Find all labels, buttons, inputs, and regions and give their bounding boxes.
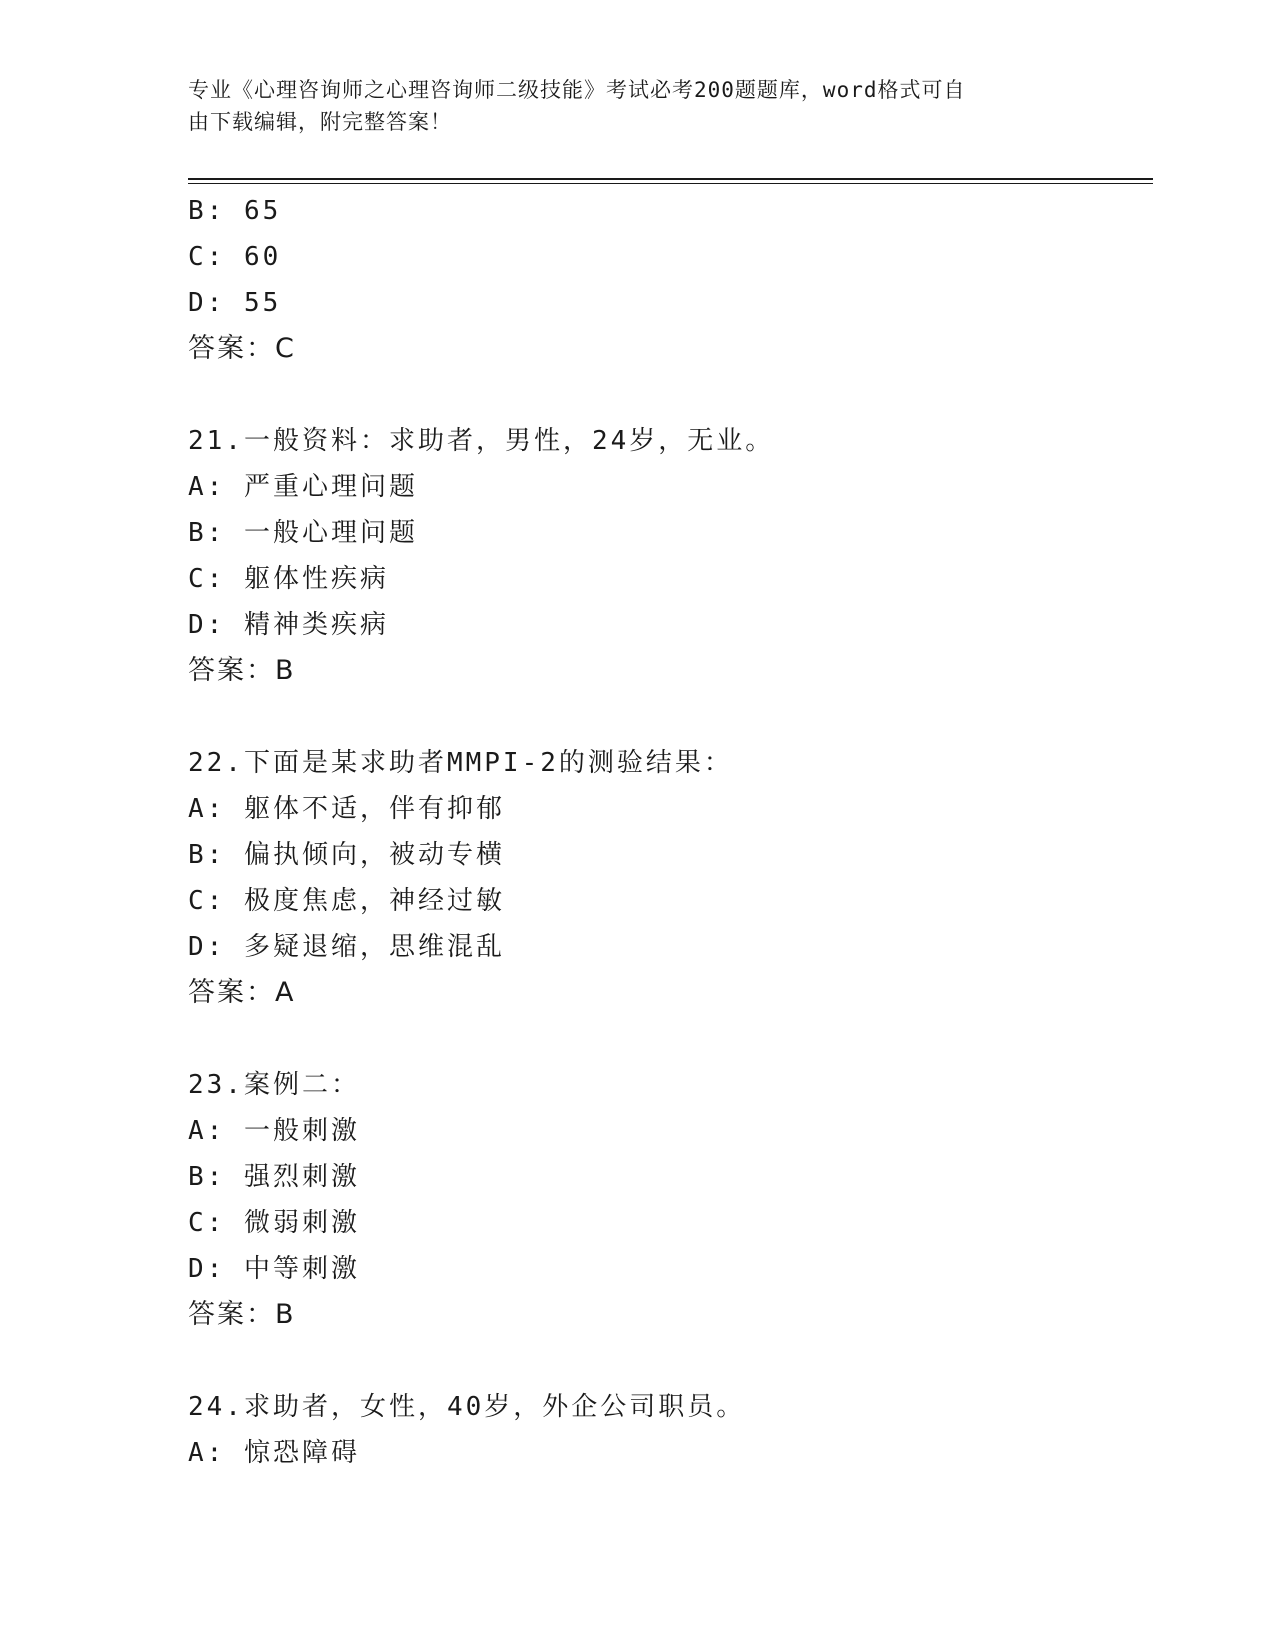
option-d: D: 多疑退缩，思维混乱 [188,932,505,962]
option-b: B: 一般心理问题 [188,518,418,548]
option-c: C: 微弱刺激 [188,1208,360,1238]
header-line-2: 由下载编辑，附完整答案！ [188,110,452,134]
question-stem: 23.案例二： [188,1070,360,1100]
option-d: D: 55 [188,288,282,318]
document-header [188,74,1068,138]
question-block-23 [188,1062,1153,1338]
question-block-22 [188,740,1153,1016]
question-stem: 24.求助者，女性，40岁，外企公司职员。 [188,1392,746,1422]
spacer [188,1338,1153,1384]
answer-line: 答案：B [188,1299,296,1330]
answer-line: 答案：C [188,333,296,364]
question-block-prev [188,188,1153,372]
question-stem: 21.一般资料：求助者，男性，24岁，无业。 [188,426,775,456]
option-d: D: 精神类疾病 [188,610,389,640]
header-divider-thin [188,183,1153,184]
option-b: B: 强烈刺激 [188,1162,360,1192]
question-list [188,188,1153,1476]
option-d: D: 中等刺激 [188,1254,360,1284]
question-block-24 [188,1384,1153,1476]
option-c: C: 极度焦虑，神经过敏 [188,886,505,916]
option-a: A: 惊恐障碍 [188,1438,360,1468]
spacer [188,1016,1153,1062]
spacer [188,372,1153,418]
question-stem: 22.下面是某求助者MMPI-2的测验结果： [188,748,733,778]
spacer [188,694,1153,740]
option-c: C: 躯体性疾病 [188,564,389,594]
header-divider-thick [188,178,1153,180]
option-a: A: 一般刺激 [188,1116,360,1146]
header-line-1: 专业《心理咨询师之心理咨询师二级技能》考试必考200题题库，word格式可自 [188,78,966,102]
option-a: A: 躯体不适，伴有抑郁 [188,794,505,824]
answer-line: 答案：B [188,655,296,686]
option-a: A: 严重心理问题 [188,472,418,502]
answer-line: 答案：A [188,977,296,1008]
option-b: B: 65 [188,196,282,226]
question-block-21 [188,418,1153,694]
option-b: B: 偏执倾向，被动专横 [188,840,505,870]
option-c: C: 60 [188,242,282,272]
